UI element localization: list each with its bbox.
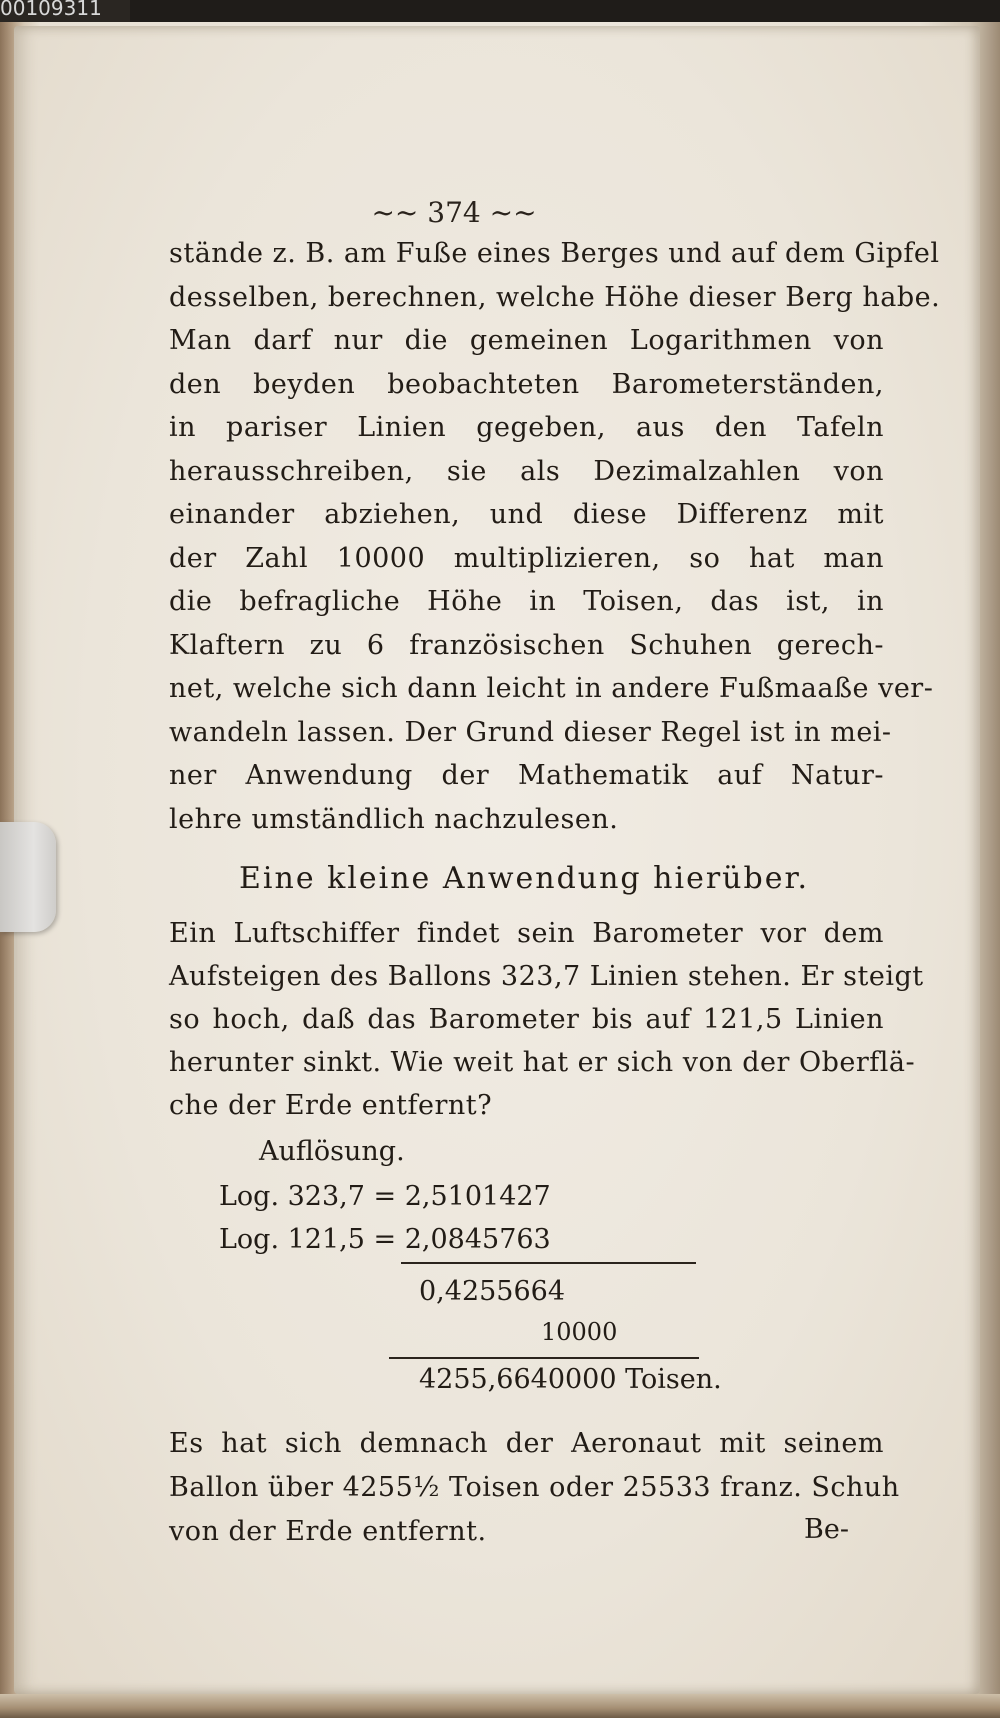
text-line: net, welche sich dann leicht in andere Fußmaaße ver- (169, 673, 934, 704)
page-tab-marker (0, 822, 56, 932)
text-line: den beyden beobachteten Barometerständen, (169, 368, 884, 400)
text-line: von der Erde entfernt. (169, 1516, 487, 1547)
page-bottom-edge (0, 1694, 1000, 1718)
text-line: ner Anwendung der Mathematik auf Natur- (169, 760, 884, 791)
catchword: Be- (804, 1514, 849, 1545)
text-line: der Zahl 10000 multiplizieren, so hat man (169, 542, 884, 574)
solution-label: Auflösung. (259, 1136, 405, 1167)
page-number: ~~ 374 ~~ (371, 196, 537, 229)
text-line: Es hat sich demnach der Aeronaut mit seinem (169, 1428, 884, 1459)
log-line-2: Log. 121,5 = 2,0845763 (219, 1224, 551, 1255)
multiplier: 10000 (541, 1318, 618, 1346)
text-line: die befragliche Höhe in Toisen, das ist, in (169, 586, 884, 617)
log-difference: 0,4255664 (419, 1276, 566, 1307)
text-line: desselben, berechnen, welche Höhe dieser Berg habe. (169, 281, 941, 313)
text-line: so hoch, daß das Barometer bis auf 121,5 Linien (169, 1004, 884, 1035)
text-line: che der Erde entfernt? (169, 1090, 493, 1121)
multiplication-rule (389, 1357, 699, 1359)
scan-id-label: 00109311 (0, 0, 130, 22)
result-line: 4255,6640000 Toisen. (419, 1364, 722, 1395)
book-spread (0, 22, 1000, 1718)
text-line: lehre umständlich nachzulesen. (169, 803, 619, 835)
text-line: in pariser Linien gegeben, aus den Tafeln (169, 412, 884, 443)
text-line: wandeln lassen. Der Grund dieser Regel ist in mei- (169, 716, 892, 748)
subtraction-rule (401, 1262, 696, 1264)
text-line: Aufsteigen des Ballons 323,7 Linien stehen. Er steigt (169, 961, 924, 992)
log-line-1: Log. 323,7 = 2,5101427 (219, 1181, 551, 1212)
section-heading: Eine kleine Anwendung hierüber. (239, 861, 810, 896)
text-line: Man darf nur die gemeinen Logarithmen von (169, 325, 884, 356)
text-line: stände z. B. am Fuße eines Berges und auf dem Gipfel (169, 238, 940, 269)
text-line: Klaftern zu 6 französischen Schuhen gerech- (169, 629, 884, 661)
text-line: einander abziehen, und diese Differenz mit (169, 499, 884, 530)
text-line: Ein Luftschiffer findet sein Barometer vor dem (169, 918, 884, 949)
text-line: Ballon über 4255½ Toisen oder 25533 franz. Schuh (169, 1472, 900, 1503)
text-line: herunter sinkt. Wie weit hat er sich von der Oberflä- (169, 1047, 916, 1078)
text-line: herausschreiben, sie als Dezimalzahlen von (169, 455, 884, 487)
book-page (14, 26, 980, 1694)
